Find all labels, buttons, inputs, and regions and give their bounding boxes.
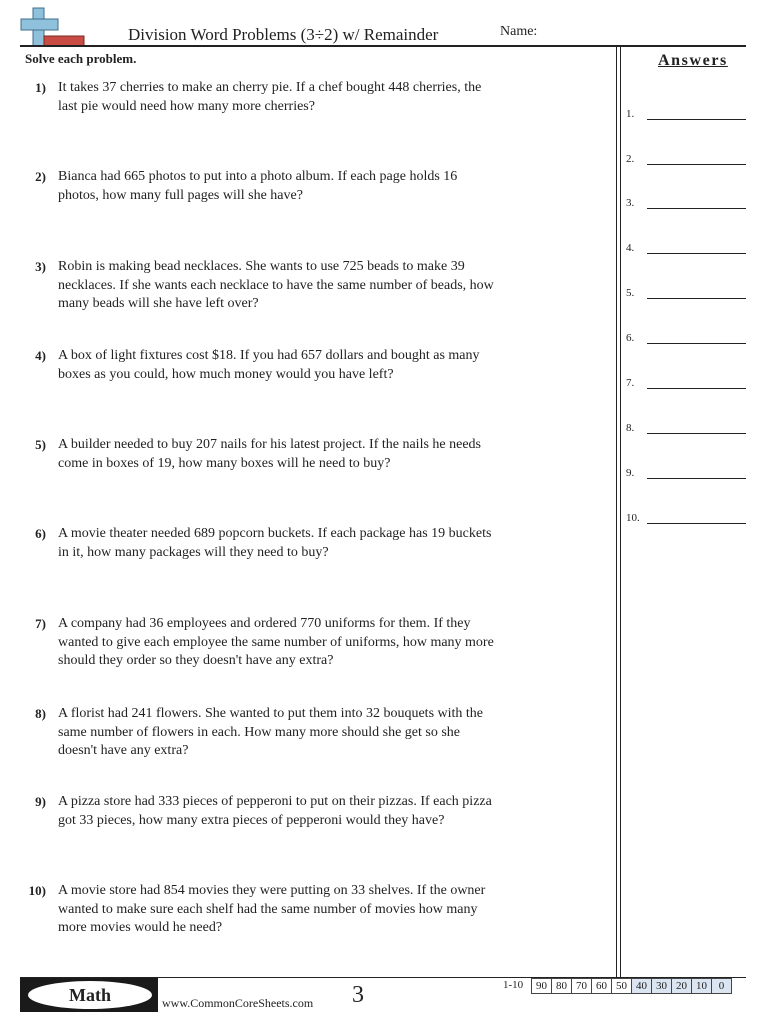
problem-number: 7) xyxy=(35,616,46,631)
answer-blank[interactable] xyxy=(647,523,746,524)
answer-row-4[interactable] xyxy=(626,238,748,254)
answer-label: 5. xyxy=(626,287,635,299)
problem-text: It takes 37 cherries to make an cherry pie. If a chef bought 448 cherries, the last pie would need how many more cherries? xyxy=(58,80,482,114)
answer-blank[interactable] xyxy=(647,343,746,344)
name-label: Name: xyxy=(500,24,538,39)
answer-row-7[interactable] xyxy=(626,373,748,389)
worksheet-title: Division Word Problems (3÷2) w/ Remainder xyxy=(128,25,439,44)
math-logo-icon xyxy=(20,6,86,48)
score-cell: 90 xyxy=(531,978,552,994)
score-cell: 10 xyxy=(691,978,712,994)
problem-text: A movie theater needed 689 popcorn buckets. If each package has 19 buckets in it, how many packages will they need to buy? xyxy=(58,526,492,560)
problem-number: 2) xyxy=(35,169,46,184)
problem-number: 3) xyxy=(35,259,46,274)
answer-row-1[interactable] xyxy=(626,104,748,120)
problem-text: A builder needed to buy 207 nails for his latest project. If the nails he needs come in boxes of 19, how many boxes will he need to buy? xyxy=(58,437,482,471)
problem-text: A movie store had 854 movies they were putting on 33 shelves. If the owner wanted to make sure each shelf had the same number of movies how many more movies would he need? xyxy=(58,883,486,936)
answer-row-9[interactable] xyxy=(626,463,748,479)
score-cell: 70 xyxy=(571,978,592,994)
answer-label: 9. xyxy=(626,467,635,479)
answer-row-8[interactable] xyxy=(626,418,748,434)
column-divider xyxy=(620,46,621,978)
score-cell: 30 xyxy=(651,978,672,994)
answer-label: 2. xyxy=(626,153,635,165)
subject-label: Math xyxy=(28,981,152,1009)
problem-text: Robin is making bead necklaces. She wants to use 725 beads to make 39 necklaces. If she wants each necklace to have the same number of beads, how many beads will she have left over? xyxy=(58,259,494,312)
score-cell: 50 xyxy=(611,978,632,994)
answer-label: 3. xyxy=(626,197,635,209)
problem-number: 5) xyxy=(35,437,46,452)
column-divider xyxy=(616,46,617,978)
problem-number: 10) xyxy=(28,883,46,898)
problem-number: 4) xyxy=(35,348,46,363)
problem-text: A pizza store had 333 pieces of pepperoni to put on their pizzas. If each pizza got 33 pieces, how many extra pieces of pepperoni would they have? xyxy=(58,794,492,828)
site-url: www.CommonCoreSheets.com xyxy=(162,996,314,1010)
answer-label: 10. xyxy=(626,512,640,524)
answer-blank[interactable] xyxy=(647,208,746,209)
answer-blank[interactable] xyxy=(647,478,746,479)
problem-text: A box of light fixtures cost $18. If you had 657 dollars and bought as many boxes as you could, how much money would you have left? xyxy=(58,348,480,382)
header-rule xyxy=(20,45,746,47)
score-cell: 0 xyxy=(711,978,732,994)
score-cell: 40 xyxy=(631,978,652,994)
answer-blank[interactable] xyxy=(647,164,746,165)
score-cell: 60 xyxy=(591,978,612,994)
answer-row-6[interactable] xyxy=(626,328,748,344)
answer-row-5[interactable] xyxy=(626,283,748,299)
problem-number: 9) xyxy=(35,794,46,809)
answer-row-3[interactable] xyxy=(626,193,748,209)
score-table xyxy=(532,978,732,994)
instructions: Solve each problem. xyxy=(25,51,137,66)
answer-blank[interactable] xyxy=(647,253,746,254)
score-range-label: 1-10 xyxy=(503,979,524,991)
problem-number: 6) xyxy=(35,526,46,541)
answer-label: 4. xyxy=(626,242,635,254)
answer-label: 7. xyxy=(626,377,635,389)
answer-blank[interactable] xyxy=(647,433,746,434)
answer-blank[interactable] xyxy=(647,298,746,299)
problem-number: 8) xyxy=(35,706,46,721)
answer-blank[interactable] xyxy=(647,119,746,120)
answers-heading: Answers xyxy=(658,52,728,69)
problem-text: A company had 36 employees and ordered 770 uniforms for them. If they wanted to give each employee the same number of uniforms, how many more should they order so they doesn't have any extra? xyxy=(58,616,494,669)
answer-label: 6. xyxy=(626,332,635,344)
answer-label: 8. xyxy=(626,422,635,434)
answer-row-10[interactable] xyxy=(626,508,748,524)
answer-label: 1. xyxy=(626,108,635,120)
answer-row-2[interactable] xyxy=(626,149,748,165)
problem-number: 1) xyxy=(35,80,46,95)
score-cell: 20 xyxy=(671,978,692,994)
score-cell: 80 xyxy=(551,978,572,994)
problem-text: A florist had 241 flowers. She wanted to put them into 32 bouquets with the same number of flowers in each. How many more should she get so she doesn't have any extra? xyxy=(58,706,484,759)
answer-blank[interactable] xyxy=(647,388,746,389)
page-number: 3 xyxy=(352,982,364,1008)
problem-text: Bianca had 665 photos to put into a photo album. If each page holds 16 photos, how many full pages will she have? xyxy=(58,169,458,203)
